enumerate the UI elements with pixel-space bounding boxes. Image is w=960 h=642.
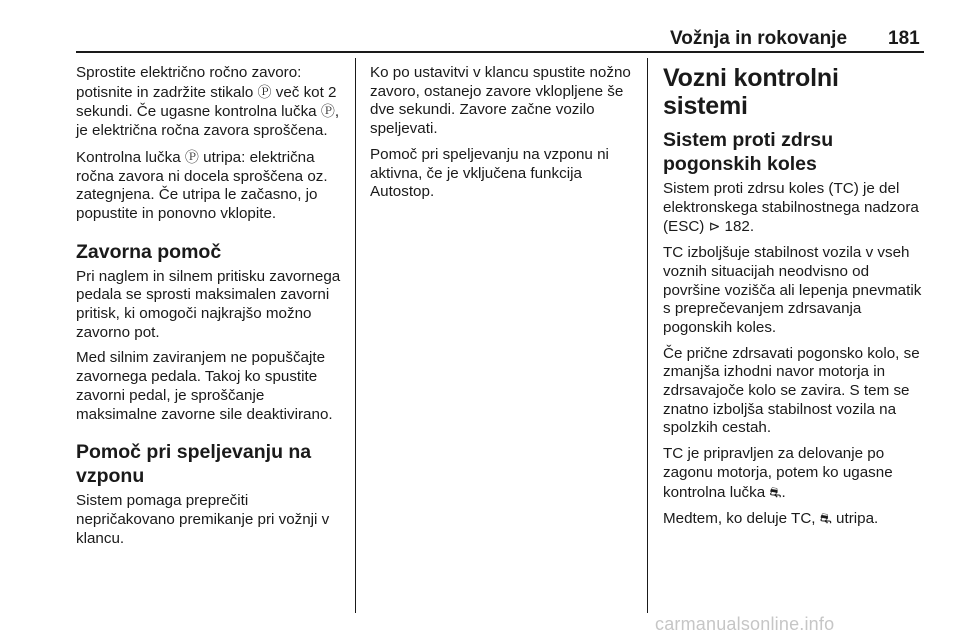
text: Medtem, ko deluje TC, xyxy=(663,510,820,528)
paragraph xyxy=(76,64,348,141)
column-divider-1 xyxy=(355,58,356,613)
text: , je električna ročna zavora sproščena. xyxy=(76,103,340,140)
paragraph: Pri naglem in silnem pritisku zavornega pedala se sprosti maksimalen zavorni pritisk, ki omogoči najkrajšo možno zavorno pot. xyxy=(76,267,341,341)
parking-brake-icon: Ⓟ xyxy=(320,103,335,120)
text: Sistem proti zdrsu koles (TC) je del elektronskega stabilnostnega nadzora (ESC) xyxy=(663,180,919,236)
paragraph: Pomoč pri speljevanju na vzponu ni aktivna, če je vključena funkcija Autostop. xyxy=(370,145,609,201)
paragraph: Sistem pomaga preprečiti nepričakovano premikanje pri vožnji v klancu. xyxy=(76,492,330,547)
column-1 xyxy=(76,64,348,555)
paragraph xyxy=(76,148,348,224)
page-reference-arrow-icon: ⊳ xyxy=(708,218,721,235)
paragraph xyxy=(663,445,925,502)
watermark: carmanualsonline.info xyxy=(655,614,835,634)
traction-control-icon: ⛐ xyxy=(769,483,782,500)
header-rule xyxy=(76,51,924,53)
column-divider-2 xyxy=(647,58,648,613)
paragraph: Če prične zdrsavati pogonsko kolo, se zmanjša izhodni navor motorja in zdrsavajoče kolo se zavira. S tem se znatno izboljša stabilnost vozila na spolzkih cestah. xyxy=(663,344,920,437)
text: več kot 2 sekundi. Če ugasne kontrolna lučka xyxy=(76,83,337,121)
paragraph: Med silnim zaviranjem ne popuščajte zavornega pedala. Takoj ko spustite zavorni pedal, je sproščanje maksimalne zavorne sile deaktivirano. xyxy=(76,349,333,423)
paragraph xyxy=(663,509,925,529)
paragraph xyxy=(663,180,925,237)
text: utripa: električna ročna zavora ni docela sproščena oz. zategnjena. Če utripa le začasno, jo popustite in ponovno vklopite. xyxy=(76,148,328,222)
section-heading-traction-control: Sistem proti zdrsu pogonskih koles xyxy=(663,129,834,175)
section-heading-hill-start-assist: Pomoč pri speljevanju na vzponu xyxy=(76,441,312,488)
paragraph: Ko po ustavitvi v klancu spustite nožno zavoro, ostanejo zavore vklopljene še dve sekundi. Zavore začne vozilo speljevati. xyxy=(370,64,631,138)
section-heading-brake-assist: Zavorna pomoč xyxy=(76,240,222,263)
parking-brake-icon: Ⓟ xyxy=(257,83,272,100)
parking-brake-icon: Ⓟ xyxy=(184,148,199,165)
page-reference-link[interactable]: 182. xyxy=(720,218,755,236)
text: Kontrolna lučka xyxy=(76,148,185,166)
traction-control-icon: ⛐ xyxy=(819,510,832,527)
chapter-title: Vozni kontrolni sistemi xyxy=(663,64,839,120)
column-3 xyxy=(663,64,925,536)
page-header-title: Vožnja in rokovanje xyxy=(670,28,848,49)
column-2 xyxy=(370,64,632,209)
page-number: 181 xyxy=(888,28,920,49)
text: . xyxy=(781,483,786,501)
text: Sprostite električno ročno zavoro: potisnite in zadržite stikalo xyxy=(76,64,302,101)
paragraph: TC izboljšuje stabilnost vozila v vseh voznih situacijah neodvisno od površine vozišča ali lepenja pnevmatik s preprečevanjem zdrsavanja pogonskih koles. xyxy=(663,244,922,336)
text: TC je pripravljen za delovanje po zagonu motorja, potem ko ugasne kontrolna lučka xyxy=(663,445,893,501)
text: utripa. xyxy=(831,510,879,528)
